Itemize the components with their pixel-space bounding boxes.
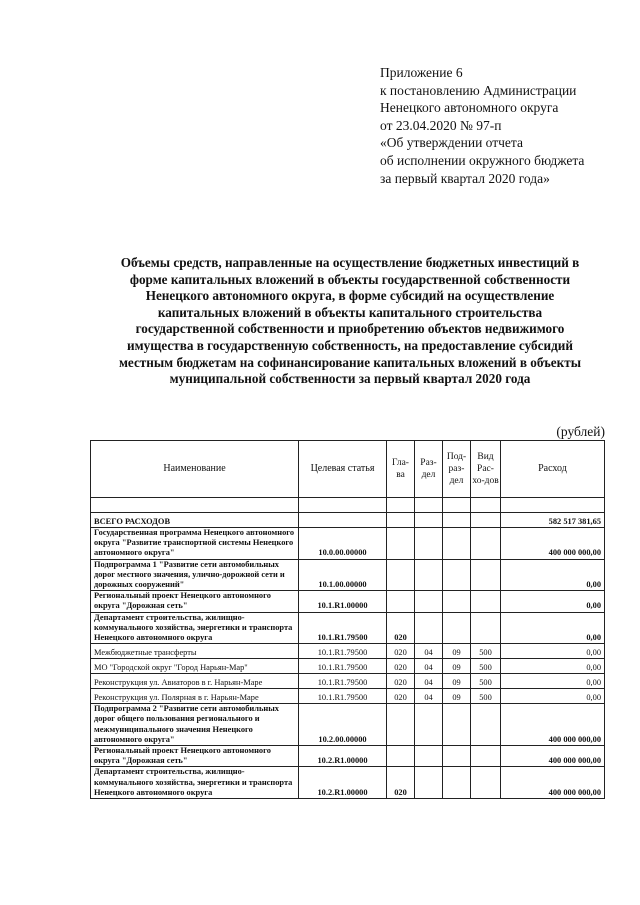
table-body bbox=[91, 513, 605, 799]
cell-razdel: 04 bbox=[415, 659, 443, 674]
cell-article: 10.1.R1.79500 bbox=[299, 674, 387, 689]
cell-glava: 020 bbox=[387, 767, 415, 799]
cell-name: Департамент строительства, жилищно-коммунального хозяйства, энергетики и транспорта Ненецкого автономного округа bbox=[91, 767, 299, 799]
cell-amount: 400 000 000,00 bbox=[501, 704, 605, 746]
cell-amount: 0,00 bbox=[501, 559, 605, 591]
cell-name: Реконструкция ул. Авиаторов в г. Нарьян-Маре bbox=[91, 674, 299, 689]
table-header-row bbox=[91, 441, 605, 498]
header-name: Наименование bbox=[91, 441, 299, 498]
cell-amount: 400 000 000,00 bbox=[501, 746, 605, 767]
header-amount: Расход bbox=[501, 441, 605, 498]
cell-article bbox=[299, 513, 387, 528]
header-spacer-row bbox=[91, 498, 605, 513]
title-line: государственной собственности и приобретению объектов недвижимого bbox=[135, 321, 565, 337]
cell-razdel: 04 bbox=[415, 674, 443, 689]
cell-vid bbox=[471, 612, 501, 644]
cell-amount: 0,00 bbox=[501, 674, 605, 689]
spacer-cell bbox=[387, 498, 415, 513]
cell-glava bbox=[387, 591, 415, 612]
spacer-cell bbox=[415, 498, 443, 513]
cell-vid: 500 bbox=[471, 674, 501, 689]
appendix-line: к постановлению Администрации bbox=[380, 82, 577, 98]
table-row bbox=[91, 746, 605, 767]
cell-glava: 020 bbox=[387, 612, 415, 644]
cell-glava bbox=[387, 746, 415, 767]
appendix-line: об исполнении окружного бюджета bbox=[380, 152, 585, 168]
appendix-line: за первый квартал 2020 года» bbox=[380, 170, 550, 186]
cell-name: Государственная программа Ненецкого автономного округа "Развитие транспортной системы Ненецкого автономного округа" bbox=[91, 528, 299, 560]
cell-glava: 020 bbox=[387, 674, 415, 689]
cell-razdel bbox=[415, 767, 443, 799]
cell-vid bbox=[471, 591, 501, 612]
cell-article: 10.1.R1.79500 bbox=[299, 689, 387, 704]
cell-article: 10.2.R1.00000 bbox=[299, 746, 387, 767]
cell-vid bbox=[471, 513, 501, 528]
cell-amount: 0,00 bbox=[501, 591, 605, 612]
cell-podrazdel: 09 bbox=[443, 644, 471, 659]
cell-article: 10.1.R1.79500 bbox=[299, 659, 387, 674]
cell-amount: 0,00 bbox=[501, 612, 605, 644]
cell-podrazdel: 09 bbox=[443, 659, 471, 674]
cell-amount: 582 517 381,65 bbox=[501, 513, 605, 528]
cell-name: МО "Городской округ "Город Нарьян-Мар" bbox=[91, 659, 299, 674]
spacer-cell bbox=[501, 498, 605, 513]
appendix-note bbox=[380, 64, 630, 187]
cell-amount: 400 000 000,00 bbox=[501, 767, 605, 799]
cell-glava bbox=[387, 528, 415, 560]
cell-article: 10.2.00.00000 bbox=[299, 704, 387, 746]
table-row bbox=[91, 767, 605, 799]
cell-article: 10.1.R1.79500 bbox=[299, 644, 387, 659]
document-title bbox=[90, 255, 610, 388]
header-article: Целевая статья bbox=[299, 441, 387, 498]
table-row bbox=[91, 659, 605, 674]
cell-name: Региональный проект Ненецкого автономного округа "Дорожная сеть" bbox=[91, 746, 299, 767]
cell-vid: 500 bbox=[471, 644, 501, 659]
cell-razdel bbox=[415, 528, 443, 560]
cell-podrazdel bbox=[443, 591, 471, 612]
cell-vid bbox=[471, 704, 501, 746]
appendix-line: от 23.04.2020 № 97-п bbox=[380, 117, 502, 133]
title-line: форме капитальных вложений в объекты государственной собственности bbox=[129, 271, 571, 287]
title-line: имущества в государственную собственность, на предоставление субсидий bbox=[127, 337, 573, 353]
title-line: Объемы средств, направленные на осуществление бюджетных инвестиций в bbox=[120, 255, 580, 270]
table-row bbox=[91, 528, 605, 560]
header-razdel: Раз-дел bbox=[415, 441, 443, 498]
cell-name: ВСЕГО РАСХОДОВ bbox=[91, 513, 299, 528]
cell-amount: 0,00 bbox=[501, 689, 605, 704]
table-row bbox=[91, 704, 605, 746]
cell-article: 10.1.00.00000 bbox=[299, 559, 387, 591]
title-line: Ненецкого автономного округа, в форме субсидий на осуществление bbox=[145, 288, 555, 304]
cell-glava bbox=[387, 704, 415, 746]
cell-glava bbox=[387, 559, 415, 591]
cell-name: Региональный проект Ненецкого автономного округа "Дорожная сеть" bbox=[91, 591, 299, 612]
cell-glava: 020 bbox=[387, 689, 415, 704]
cell-article: 10.1.R1.79500 bbox=[299, 612, 387, 644]
cell-amount: 0,00 bbox=[501, 659, 605, 674]
cell-article: 10.2.R1.00000 bbox=[299, 767, 387, 799]
cell-podrazdel bbox=[443, 528, 471, 560]
title-line: муниципальной собственности за первый квартал 2020 года bbox=[169, 371, 531, 387]
cell-razdel: 04 bbox=[415, 644, 443, 659]
cell-amount: 0,00 bbox=[501, 644, 605, 659]
header-glava: Гла-ва bbox=[387, 441, 415, 498]
cell-glava bbox=[387, 513, 415, 528]
spacer-cell bbox=[471, 498, 501, 513]
title-line: местным бюджетам на софинансирование капитальных вложений в объекты bbox=[118, 354, 582, 370]
table-row bbox=[91, 559, 605, 591]
appendix-line: Приложение 6 bbox=[380, 65, 463, 80]
header-vid: Вид Рас-хо-дов bbox=[471, 441, 501, 498]
cell-amount: 400 000 000,00 bbox=[501, 528, 605, 560]
table-row bbox=[91, 674, 605, 689]
cell-glava: 020 bbox=[387, 644, 415, 659]
cell-podrazdel bbox=[443, 513, 471, 528]
cell-razdel bbox=[415, 746, 443, 767]
cell-vid bbox=[471, 746, 501, 767]
cell-name: Реконструкция ул. Полярная в г. Нарьян-Маре bbox=[91, 689, 299, 704]
cell-razdel bbox=[415, 612, 443, 644]
units-label: (рублей) bbox=[556, 424, 605, 439]
cell-razdel bbox=[415, 559, 443, 591]
spacer-cell bbox=[443, 498, 471, 513]
cell-podrazdel: 09 bbox=[443, 689, 471, 704]
table-row bbox=[91, 612, 605, 644]
cell-razdel bbox=[415, 513, 443, 528]
title-line: капитальных вложений в объекты капитального строительства bbox=[157, 304, 543, 320]
cell-podrazdel bbox=[443, 746, 471, 767]
spacer-cell bbox=[91, 498, 299, 513]
table-row bbox=[91, 591, 605, 612]
cell-name: Департамент строительства, жилищно-коммунального хозяйства, энергетики и транспорта Ненецкого автономного округа bbox=[91, 612, 299, 644]
table-row bbox=[91, 644, 605, 659]
table-row bbox=[91, 689, 605, 704]
cell-name: Межбюджетные трансферты bbox=[91, 644, 299, 659]
appendix-line: «Об утверждении отчета bbox=[380, 135, 523, 151]
cell-podrazdel: 09 bbox=[443, 674, 471, 689]
cell-vid bbox=[471, 559, 501, 591]
cell-glava: 020 bbox=[387, 659, 415, 674]
cell-name: Подпрограмма 2 "Развитие сети автомобильных дорог общего пользования регионального и межмуниципального значения Ненецкого автономного округа" bbox=[91, 704, 299, 746]
spacer-cell bbox=[299, 498, 387, 513]
cell-name: Подпрограмма 1 "Развитие сети автомобильных дорог местного значения, улично-дорожной сети и дорожных сооружений" bbox=[91, 559, 299, 591]
table-row bbox=[91, 513, 605, 528]
cell-podrazdel bbox=[443, 612, 471, 644]
cell-razdel bbox=[415, 591, 443, 612]
cell-razdel: 04 bbox=[415, 689, 443, 704]
cell-vid: 500 bbox=[471, 689, 501, 704]
cell-vid: 500 bbox=[471, 659, 501, 674]
cell-article: 10.1.R1.00000 bbox=[299, 591, 387, 612]
cell-podrazdel bbox=[443, 767, 471, 799]
cell-podrazdel bbox=[443, 559, 471, 591]
header-podrazdel: Под-раз-дел bbox=[443, 441, 471, 498]
cell-article: 10.0.00.00000 bbox=[299, 528, 387, 560]
appendix-line: Ненецкого автономного округа bbox=[380, 100, 559, 116]
cell-vid bbox=[471, 767, 501, 799]
cell-vid bbox=[471, 528, 501, 560]
budget-table bbox=[90, 440, 605, 799]
cell-razdel bbox=[415, 704, 443, 746]
cell-podrazdel bbox=[443, 704, 471, 746]
